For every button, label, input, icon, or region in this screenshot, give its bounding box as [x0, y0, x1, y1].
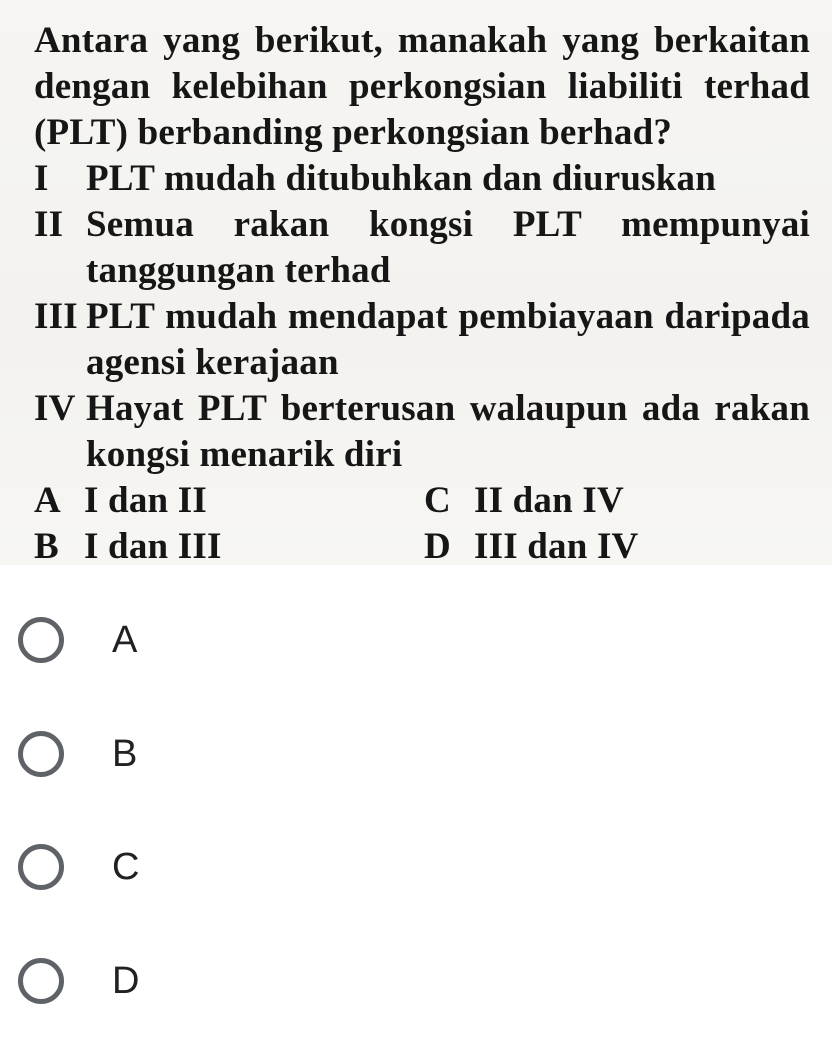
radio-button-icon[interactable] — [18, 844, 64, 890]
statement-item — [34, 386, 810, 478]
radio-option-c[interactable] — [18, 831, 798, 903]
statement-numeral: I — [34, 158, 49, 199]
answer-choice — [424, 478, 624, 524]
statement-text: tanggungan terhad — [86, 250, 391, 291]
statement-text: agensi kerajaan — [86, 342, 339, 383]
statement-text: kongsi menarik diri — [86, 434, 403, 475]
statement-text: PLT mudah ditubuhkan dan diuruskan — [86, 158, 717, 199]
radio-button-icon[interactable] — [18, 731, 64, 777]
statement-text: Semua rakan kongsi PLT mempunyai — [86, 204, 810, 245]
radio-option-b[interactable] — [18, 718, 798, 790]
radio-option-d[interactable] — [18, 945, 798, 1017]
radio-button-icon[interactable] — [18, 958, 64, 1004]
question-stem-line: (PLT) berbanding perkongsian berhad? — [34, 112, 673, 153]
statement-numeral: II — [34, 204, 64, 245]
question-stem — [34, 18, 810, 156]
statement-numeral: IV — [34, 388, 76, 429]
statement-item — [34, 202, 810, 294]
question-stem-line: Antara yang berikut, manakah yang berkaitan — [34, 20, 810, 61]
radio-option-a[interactable] — [18, 604, 798, 676]
answer-choice-text: I dan III — [84, 526, 222, 567]
answer-choice-text: III dan IV — [474, 526, 639, 567]
radio-button-icon[interactable] — [18, 617, 64, 663]
statement-item — [34, 294, 810, 386]
question-stem-line: dengan kelebihan perkongsian liabiliti terhad — [34, 66, 810, 107]
question-text — [34, 18, 810, 570]
statement-text: PLT mudah mendapat pembiayaan daripada — [86, 296, 810, 337]
radio-option-label[interactable]: C — [112, 845, 140, 888]
statement-item — [34, 156, 810, 202]
answer-choices — [34, 478, 810, 570]
answer-choice-letter: B — [34, 526, 59, 567]
answer-choice — [34, 478, 207, 524]
answer-choice — [424, 524, 638, 570]
answer-choice-letter: D — [424, 526, 451, 567]
answer-choice — [34, 524, 222, 570]
radio-option-label[interactable]: A — [112, 618, 138, 661]
answer-choice-text: I dan II — [84, 480, 207, 521]
radio-option-label[interactable]: D — [112, 959, 140, 1002]
answer-choice-letter: C — [424, 480, 451, 521]
radio-option-label[interactable]: B — [112, 732, 138, 775]
statement-numeral: III — [34, 296, 78, 337]
statement-text: Hayat PLT berterusan walaupun ada rakan — [86, 388, 810, 429]
answer-choice-letter: A — [34, 480, 61, 521]
answer-choice-text: II dan IV — [474, 480, 624, 521]
